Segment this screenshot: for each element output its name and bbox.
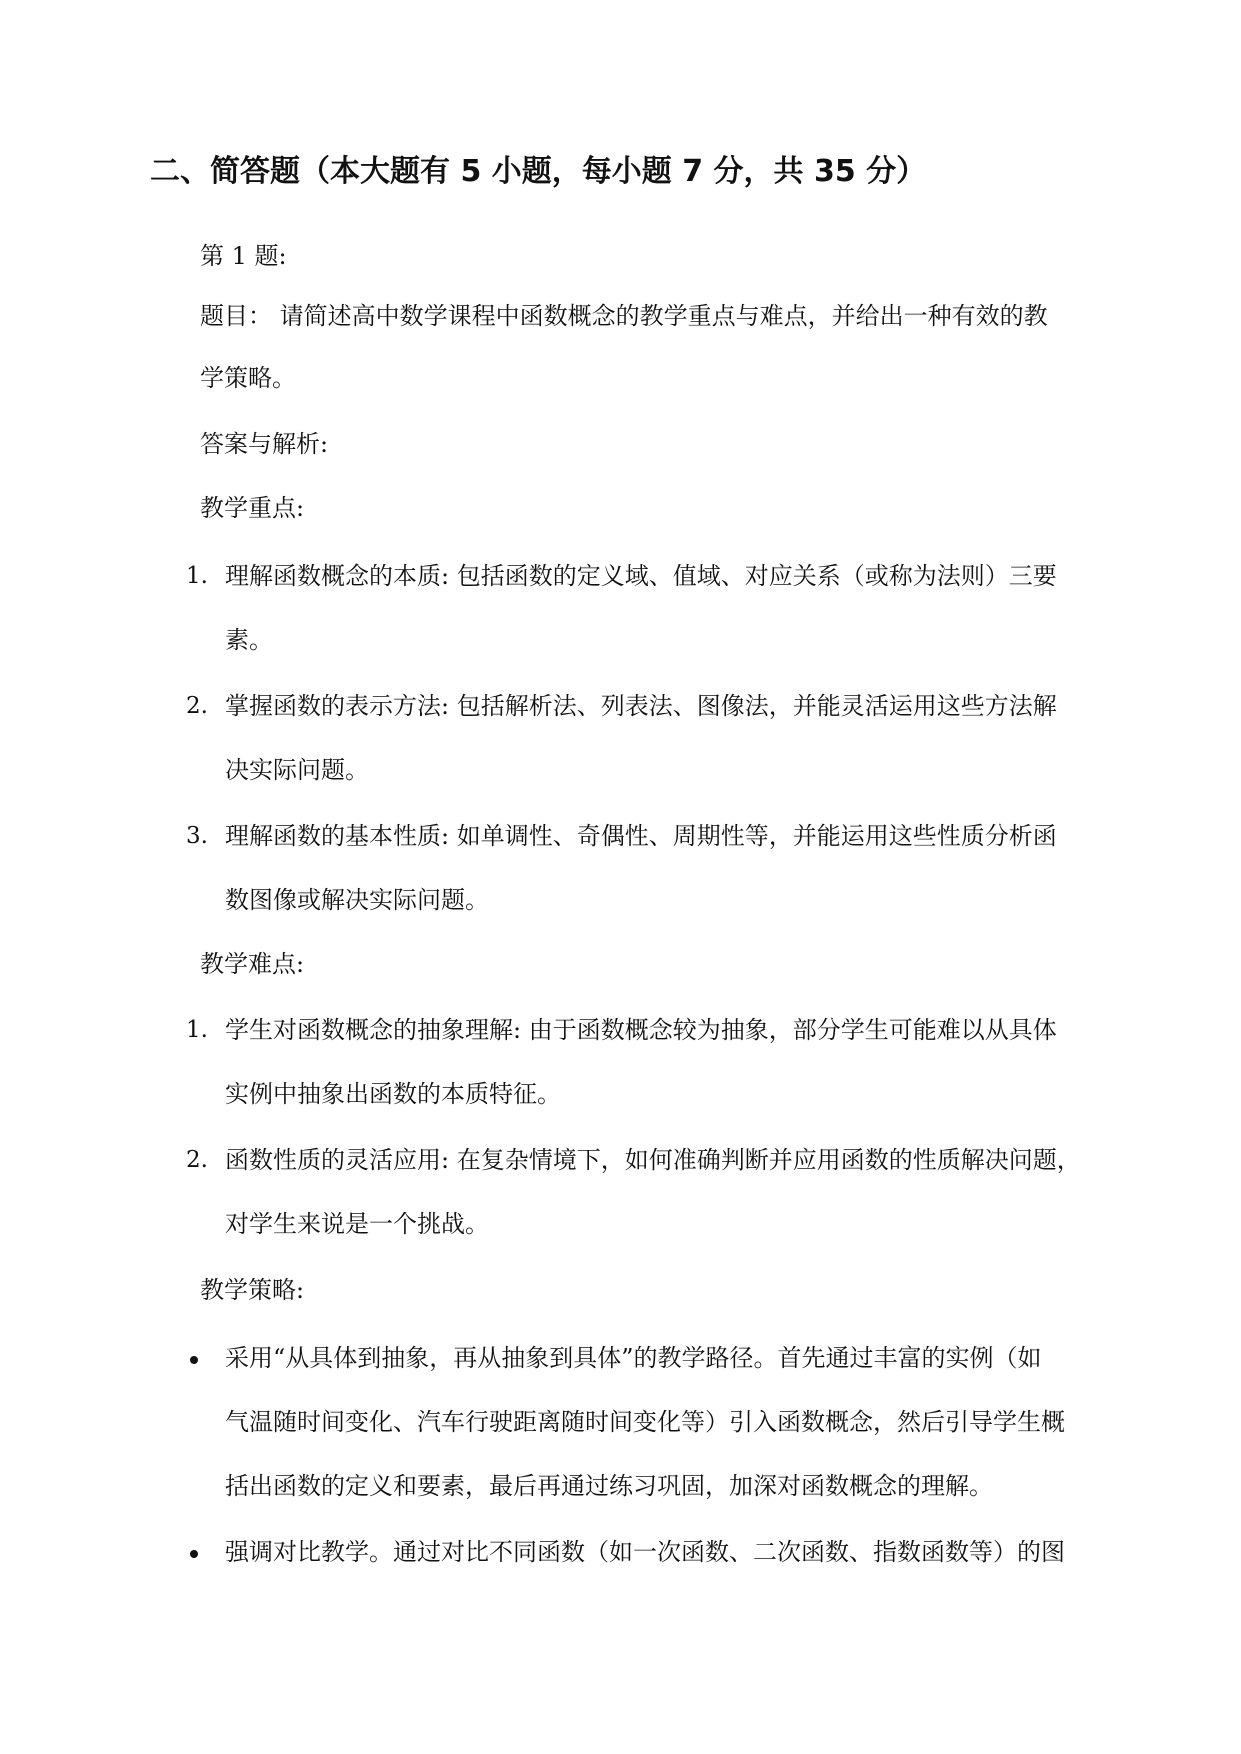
key-point-1-line-2: 素。 <box>225 626 273 654</box>
answer-heading: 答案与解析: <box>200 430 329 458</box>
strategy-bullet-1-line-3: 括出函数的定义和要素，最后再通过练习巩固，加深对函数概念的理解。 <box>225 1472 993 1500</box>
key-point-2-number: 2. <box>186 693 208 719</box>
key-point-2-line-2: 决实际问题。 <box>225 756 369 784</box>
question-prompt-line-1: 题目： 请简述高中数学课程中函数概念的教学重点与难点，并给出一种有效的教 <box>200 302 1048 330</box>
difficulty-2-line-2: 对学生来说是一个挑战。 <box>225 1210 489 1238</box>
strategy-heading: 教学策略: <box>200 1276 305 1304</box>
key-point-1-line-1: 理解函数概念的本质: 包括函数的定义域、值域、对应关系（或称为法则）三要 <box>225 562 1057 590</box>
section-title: 二、简答题（本大题有 5 小题，每小题 7 分，共 35 分） <box>150 154 927 189</box>
key-point-3-line-2: 数图像或解决实际问题。 <box>225 886 489 914</box>
key-point-1-number: 1. <box>186 563 208 589</box>
key-points-heading: 教学重点: <box>200 494 305 522</box>
difficulty-1-line-1: 学生对函数概念的抽象理解: 由于函数概念较为抽象，部分学生可能难以从具体 <box>225 1016 1057 1044</box>
key-point-3-number: 3. <box>186 823 208 849</box>
difficulty-2-line-1: 函数性质的灵活应用: 在复杂情境下，如何准确判断并应用函数的性质解决问题， <box>225 1146 1081 1174</box>
difficulty-1-line-2: 实例中抽象出函数的本质特征。 <box>225 1080 561 1108</box>
bullet-dot <box>190 1550 198 1558</box>
key-point-2-line-1: 掌握函数的表示方法: 包括解析法、列表法、图像法，并能灵活运用这些方法解 <box>225 692 1057 720</box>
difficulty-1-number: 1. <box>186 1017 208 1043</box>
difficulties-heading: 教学难点: <box>200 950 305 978</box>
question-number: 第 1 题: <box>200 242 287 270</box>
strategy-bullet-1-line-1: 采用“从具体到抽象，再从抽象到具体”的教学路径。首先通过丰富的实例（如 <box>225 1344 1042 1372</box>
bullet-dot <box>190 1356 198 1364</box>
difficulty-2-number: 2. <box>186 1147 208 1173</box>
question-prompt-line-2: 学策略。 <box>200 364 296 392</box>
strategy-bullet-2-line-1: 强调对比教学。通过对比不同函数（如一次函数、二次函数、指数函数等）的图 <box>225 1538 1065 1566</box>
key-point-3-line-1: 理解函数的基本性质: 如单调性、奇偶性、周期性等，并能运用这些性质分析函 <box>225 822 1057 850</box>
strategy-bullet-1-line-2: 气温随时间变化、汽车行驶距离随时间变化等）引入函数概念，然后引导学生概 <box>225 1408 1065 1436</box>
